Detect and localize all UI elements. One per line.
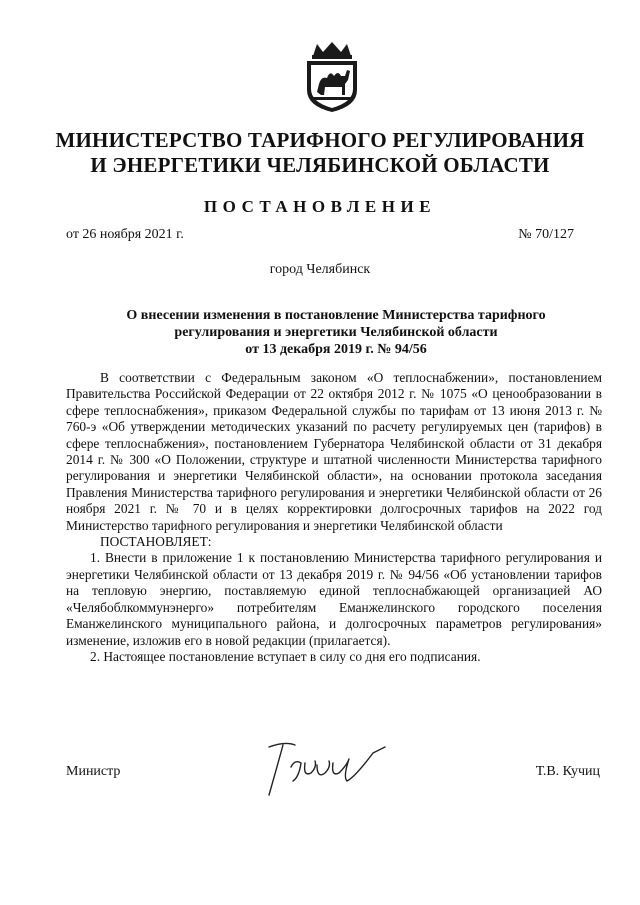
document-city: город Челябинск [269,262,371,277]
decree-word: ПОСТАНОВЛЯЕТ: [100,534,212,550]
handwritten-signature [255,737,395,799]
signatory-role: Министр [66,764,121,779]
signatory-name: Т.В. Кучиц [535,764,600,779]
ministry-title-line-2: И ЭНЕРГЕТИКИ ЧЕЛЯБИНСКОЙ ОБЛАСТИ [90,153,550,177]
subject-line-1: О внесении изменения в постановление Министерства тарифного [126,308,546,323]
document-subject [66,307,606,358]
document-date: от 26 ноября 2021 г. [66,227,184,242]
subject-line-3: от 13 декабря 2019 г. № 94/56 [245,342,427,357]
coat-of-arms-icon [301,40,363,114]
document-number: № 70/127 [518,227,574,242]
clause-1: 1. Внести в приложение 1 к постановлению Министерства тарифного регулирования и энергетики Челябинской области от 13 декабря 2019 г. № 94/56 «Об установлении тарифов на тепловую энергию, поставляемую единой теплоснабжающей организацией АО «Челябоблкоммунэнерго» потребителям Еманжелинского городского поселения Еманжелинского муниципального района, и долгосрочных параметров регулирования» изменение, изложив его в новой редакции (прилагается). [66,550,602,648]
subject-line-2: регулирования и энергетики Челябинской области [174,325,498,340]
ministry-title [20,128,620,178]
preamble-paragraph: В соответствии с Федеральным законом «О теплоснабжении», постановлением Правительства Российской Федерации от 22 октября 2012 г. № 1075 «О ценообразовании в сфере теплоснабжения», приказом Федеральной службы по тарифам от 13 июня 2013 г. № 760-э «Об утверждении методических указаний по расчету регулируемых цен (тарифов) в сфере теплоснабжения», постановлением Губернатора Челябинской области от 31 декабря 2014 г. № 300 «О Положении, структуре и штатной численности Министерства тарифного регулирования и энергетики Челябинской области», на основании протокола заседания Правления Министерства тарифного регулирования и энергетики Челябинской области от 26 ноября 2021 г. № 70 и в целях корректировки долгосрочных тарифов на 2022 год Министерство тарифного регулирования и энергетики Челябинской области [66,370,602,533]
document-body [66,370,602,665]
ministry-title-line-1: МИНИСТЕРСТВО ТАРИФНОГО РЕГУЛИРОВАНИЯ [55,128,585,152]
clause-2: 2. Настоящее постановление вступает в силу со дня его подписания. [90,648,481,664]
document-type: ПОСТАНОВЛЕНИЕ [203,197,437,216]
